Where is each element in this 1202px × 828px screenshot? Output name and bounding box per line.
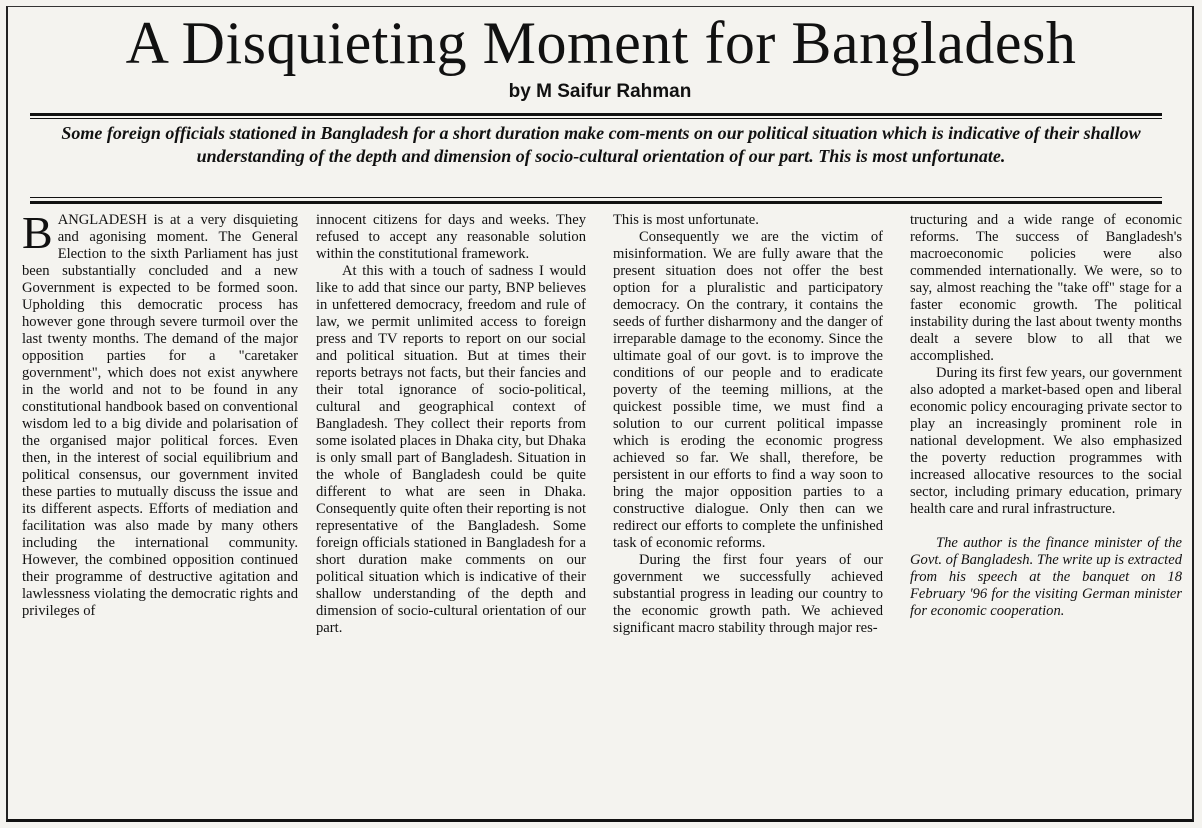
paragraph: Consequently we are the victim of misinformation. We are fully aware that the present situation does not offer the best option for a pluralistic and participatory democracy. On the contrary, it contains the seeds of further disharmony and the danger of irreparable damage to the economy. Since the ultimate goal of our govt. is to improve the conditions of our people and to eradicate poverty of the teeming millions, at the quickest possible time, we must find a solution to our current political impasse which is eroding the economic progress achieved so far. We shall, therefore, be persistent in our efforts to find a way soon to bring the major opposition parties to a constructive dialogue. Only then can we redirect our efforts to complete the unfinished task of economic reforms. [613,229,883,551]
divider-top-thin [30,118,1162,119]
divider-top [30,113,1162,116]
paragraph: This is most unfortunate. [613,212,759,228]
byline: by M Saifur Rahman [508,81,692,102]
divider-bottom [30,201,1162,204]
paragraph: At this with a touch of sadness I would like to add that since our party, BNP believes in unfettered democracy, freedom and rule of law, we permit unlimited access to foreign press and TV reports to report on our social and political situation. But at times their reports betrays not facts, but their fancies and their total ignorance of socio-political, cultural and geographical context of Bangladesh. They collect their reports from some isolated places in Dhaka city, but Dhaka is only small part of Bangladesh. Situation in the whole of Bangladesh could be quite different to what are seen in Dhaka. Consequently quite often their reporting is not representative of the Bangladesh. Some foreign officials stationed in Bangladesh for a short duration make comments on our political situation which is indicative of their shallow understanding of the depth and dimension of socio-cultural orientation of our part. [316,263,586,636]
column-4 [910,212,1182,816]
column-1 [22,212,298,816]
article-title: A Disquieting Moment for Bangladesh [125,10,1077,76]
paragraph: innocent citizens for days and weeks. They refused to accept any reasonable solution within the constitutional framework. [316,212,586,262]
column-2 [316,212,586,816]
drop-cap: B [22,212,53,258]
paragraph: tructuring and a wide range of economic reforms. The success of Bangladesh's macroeconomic policies were also commended internationally. We were, so to say, almost reaching the "take off" stage for a faster economic growth. The political instability during the last about twenty months dealt a severe blow to all that we accomplished. [910,212,1182,364]
divider-bottom-thin [30,197,1162,198]
author-note: The author is the finance minister of the Govt. of Bangladesh. The write up is extracted from his speech at the banquet on 18 February '96 for the visiting German minister for economic cooperation. [910,535,1182,619]
paragraph [22,212,298,620]
paragraph: During its first few years, our government also adopted a market-based open and liberal economic policy encouraging private sector to play an increasingly prominent role in national development. We also emphasized the poverty reduction programmes with increased allocative resources to the social sector, including primary education, primary health care and rural infrastructure. [910,365,1182,517]
column-3 [613,212,883,816]
paragraph-text: ANGLADESH is at a very disquieting and agonising moment. The General Election to the sixth Parliament has just been substantially concluded and a new Government is expected to be formed soon. Upholding this democratic process has however gone through severe turmoil over the last twenty months. The demand of the major opposition parties for a "caretaker government", which does not exist anywhere in the world and not to be found in any constitutional handbook based on conventional wisdom led to a big divide and polarisation of the organised major political forces. Even then, in the interest of social equilibrium and political consensus, our government invited these parties to mutually discuss the issue and its different aspects. Efforts of mediation and facilitation was also made by many others including the international community. However, the combined opposition continued their programme of destructive agitation and lawlessness violating the democratic rights and privileges of [22,212,298,619]
paragraph: During the first four years of our government we successfully achieved substantial progress in leading our country to the economic growth path. We achieved significant macro stability through major res- [613,552,883,636]
standfirst: Some foreign officials stationed in Bangladesh for a short duration make com-ments on our political situation which is indicative of their shallow understanding of the depth and dimension of socio-cultural orientation of our part. This is most unfortunate. [61,123,1141,166]
